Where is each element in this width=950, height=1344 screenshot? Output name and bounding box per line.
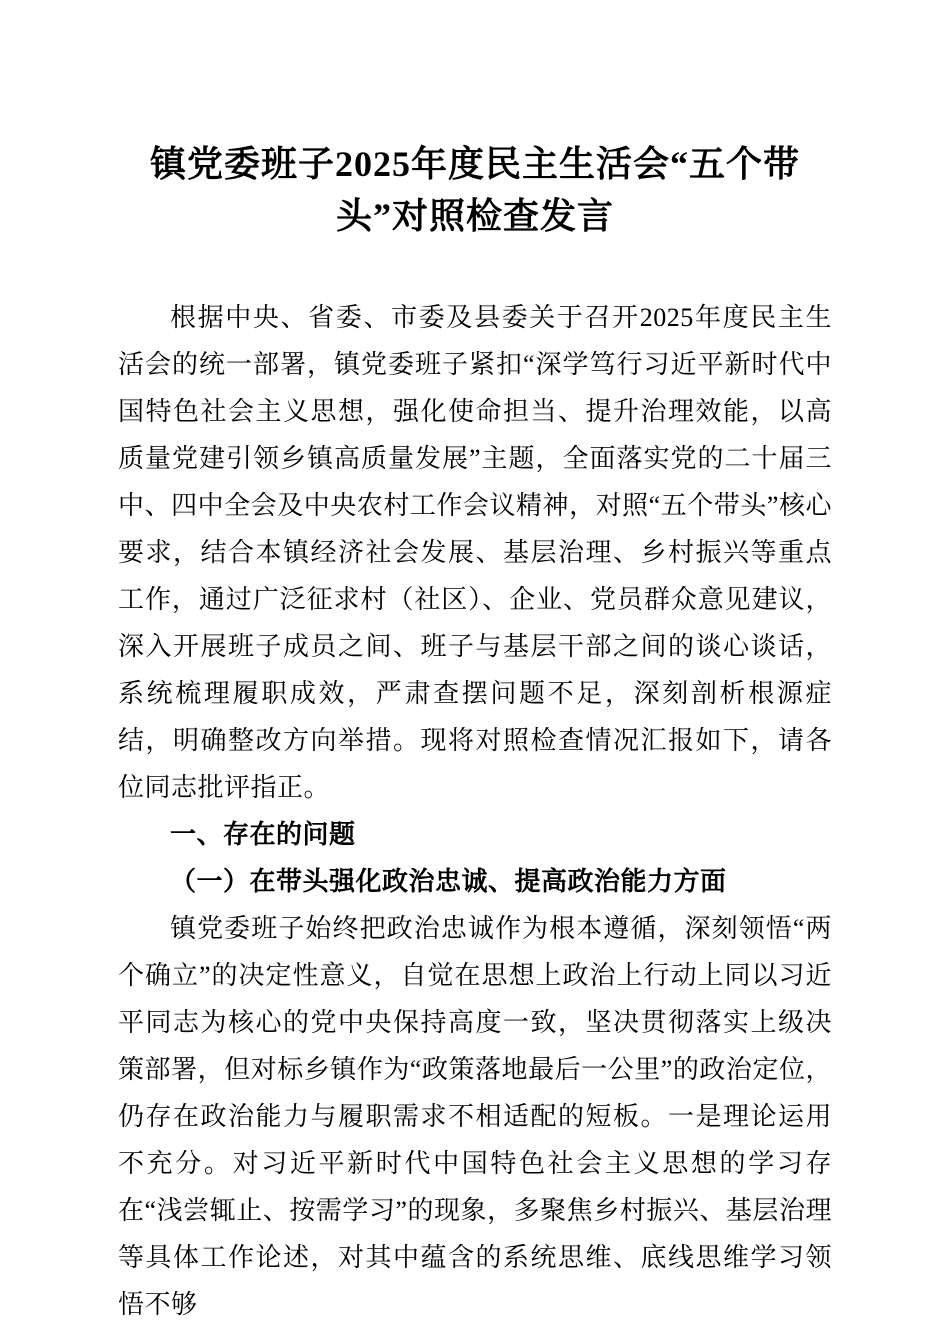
paragraph-intro: 根据中央、省委、市委及县委关于召开2025年度民主生活会的统一部署，镇党委班子紧扣“深学笃行习近平新时代中国特色社会主义思想，强化使命担当、提升治理效能，以高质量党建引领乡镇高质量发展”主题，全面落实党的二十届三中、四中全会及中央农村工作会议精神，对照“五个带头”核心要求，结合本镇经济社会发展、基层治理、乡村振兴等重点工作，通过广泛征求村（社区）、企业、党员群众意见建议，深入开展班子成员之间、班子与基层干部之间的谈心谈话，系统梳理履职成效，严肃查摆问题不足，深刻剖析根源症结，明确整改方向举措。现将对照检查情况汇报如下，请各位同志批评指正。 xyxy=(118,303,832,802)
paragraph-political-loyalty-body: 镇党委班子始终把政治忠诚作为根本遵循，深刻领悟“两个确立”的决定性意义，自觉在思想上政治上行动上同以习近平同志为核心的党中央保持高度一致，坚决贯彻落实上级决策部署，但对标乡镇作为“政策落地最后一公里”的政治定位，仍存在政治能力与履职需求不相适配的短板。一是理论运用不充分。对习近平新时代中国特色社会主义思想的学习存在“浅尝辄止、按需学习”的现象，多聚焦乡村振兴、基层治理等具体工作论述，对其中蕴含的系统思维、底线思维学习领悟不够 xyxy=(118,914,832,1319)
document-title: 镇党委班子2025年度民主生活会“五个带头”对照检查发言 xyxy=(149,144,800,236)
section-heading-problems: 一、存在的问题 xyxy=(170,819,356,849)
subsection-heading-political-loyalty: （一）在带头强化政治忠诚、提高政治能力方面 xyxy=(170,867,727,896)
